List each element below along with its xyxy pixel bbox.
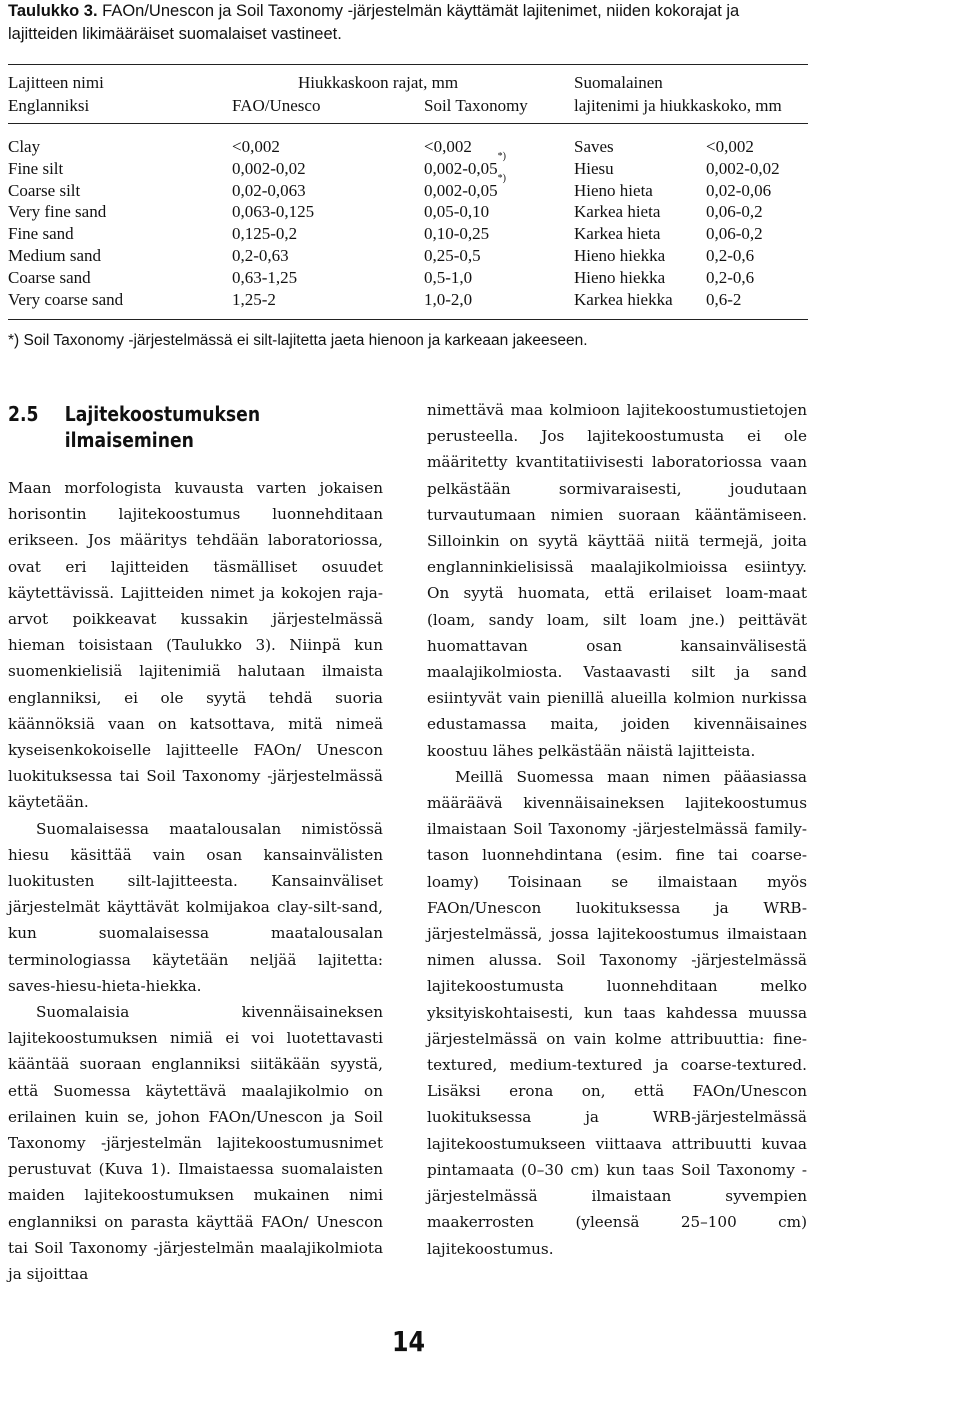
cell-finnish-size (706, 137, 754, 157)
table-top-rule (8, 64, 808, 65)
cell-name-text: Fine silt (8, 158, 64, 178)
cell-name-text: Clay (8, 137, 41, 156)
section-title-line1: Lajitekoostumuksen (64, 402, 261, 426)
paragraph: nimettävä maa kolmioon lajitekoostumustietojen perusteella. Jos lajitekoostumusta ei ole määritetty kvantitatiivisesti laboratoriossa vaan pelkästään sormivaraisesti, joudutaan turvautumaan nimien suoraan kääntämiseen. Silloinkin on syytä käyttää niitä termejä, joita englanninkielisissä maalajikolmioissa esiintyy. On syytä huomata, että erilaiset loam-maat (loam, sandy loam, silt loam jne.) peittävät huomattavan osan kansainvälisestä maalajikolmiosta. Vastaavasti silt ja sand esiintyvät vain pienillä alueilla kolmion nurkissa edustamassa maita, joiden kivennäisaines koostuu lähes pelkästään näistä lajitteista. (427, 401, 807, 760)
cell-finnish-name-text: Saves (574, 137, 614, 156)
cell-finnish-size-text: <0,002 (706, 137, 754, 156)
cell-finnish-name-text: Hieno hieta (574, 180, 653, 200)
cell-finnish-name (574, 202, 660, 222)
cell-finnish-name-text: Karkea hieta (574, 224, 661, 244)
header-size-group: Hiukkaskoon rajat, mm (298, 73, 459, 92)
cell-soil-taxonomy (424, 224, 489, 244)
section-title-line2: ilmaiseminen (64, 428, 194, 452)
table-footnote: *) Soil Taxonomy -järjestelmässä ei silt-lajitetta jaeta hienoon ja karkeaan jakeeseen. (8, 332, 588, 349)
cell-finnish-size-text: 0,002-0,02 (706, 158, 780, 178)
cell-name (8, 137, 40, 157)
table-caption (8, 0, 808, 46)
cell-soil-taxonomy (424, 202, 489, 222)
page-number: 14 (392, 1325, 426, 1358)
cell-fao-text: 0,125-0,2 (232, 224, 298, 244)
header-fao: FAO/Unesco (232, 96, 321, 115)
cell-finnish-size (706, 181, 771, 201)
cell-fao (232, 246, 289, 266)
cell-soil-taxonomy-text: <0,002 (424, 137, 472, 156)
cell-name-text: Very coarse sand (8, 289, 124, 309)
cell-finnish-size (706, 224, 763, 244)
cell-finnish-name (574, 159, 614, 179)
cell-finnish-name-text: Karkea hieta (574, 202, 661, 222)
cell-finnish-size (706, 246, 754, 266)
cell-finnish-size (706, 290, 741, 310)
cell-finnish-name (574, 137, 614, 157)
header-name-line2: Englanniksi (8, 96, 90, 115)
cell-soil-taxonomy-text: 0,25-0,5 (424, 246, 481, 265)
cell-finnish-size-text: 0,6-2 (706, 289, 742, 309)
cell-name (8, 181, 80, 201)
cell-soil-taxonomy (424, 172, 507, 201)
cell-fao (232, 202, 314, 222)
cell-fao (232, 290, 276, 310)
cell-name-text: Coarse sand (8, 267, 91, 287)
cell-finnish-size-text: 0,2-0,6 (706, 246, 755, 265)
header-soil-taxonomy: Soil Taxonomy (424, 96, 528, 115)
cell-fao-text: 0,02-0,063 (232, 180, 306, 200)
cell-finnish-name-text: Hieno hiekka (574, 246, 666, 265)
cell-finnish-name-text: Karkea hiekka (574, 289, 673, 309)
header-name-line1: Lajitteen nimi (8, 73, 104, 92)
section-number: 2.5 (8, 402, 39, 426)
cell-name-text: Coarse silt (8, 180, 81, 200)
paragraph: Suomalaisia kivennäisaineksen lajitekoostumuksen nimiä ei voi luotettavasti kääntää suoraan englanniksi siitäkään syystä, että Suomessa käytettävä maalajikolmio on erilainen kuin se, johon FAOn/Unescon ja Soil Taxonomy -järjestelmän lajitekoostumusnimet perustuvat (Kuva 1). Ilmaistaessa suomalaisten maiden lajitekoostumuksen mukainen nimi englanniksi on parasta käyttää FAOn/ Unescon tai Soil Taxonomy -järjestelmän maalajikolmiota ja sijoittaa (8, 1003, 383, 1284)
caption-label: Taulukko 3. (8, 2, 98, 20)
cell-soil-taxonomy-text: 0,002-0,05 (424, 180, 498, 200)
table-bottom-rule (8, 319, 808, 320)
header-finnish-line1: Suomalainen (574, 73, 663, 92)
cell-fao (232, 224, 297, 244)
cell-name (8, 224, 74, 244)
cell-finnish-size-text: 0,02-0,06 (706, 180, 772, 200)
cell-finnish-size (706, 202, 763, 222)
cell-soil-taxonomy-text: 0,5-1,0 (424, 267, 473, 287)
paragraph: Meillä Suomessa maan nimen pääasiassa määräävä kivennäisaineksen lajitekoostumus ilmaistaan Soil Taxonomy -järjestelmässä family-tason luonnehdintana (esim. fine tai coarse-loamy) Toisinaan se ilmaistaan myös FAOn/Unescon luokituksessa ja WRB-järjestelmässä, jossa lajitekoostumus ilmaistaan nimen alussa. Soil Taxonomy -järjestelmässä lajitekoostumusta luonnehditaan melko yksityiskohtaisesti, kun taas kahdessa muussa järjestelmässä on vain kolme attribuuttia: fine-textured, medium-textured ja coarse-textured. Lisäksi erona on, että FAOn/Unescon luokituksessa ja WRB-järjestelmässä lajitekoostumukseen viittaava attribuutti kuvaa pintamaata (0–30 cm) kun taas Soil Taxonomy -järjestelmässä ilmaistaan syvempien maakerrosten (yleensä 25–100 cm) lajitekoostumus. (427, 767, 807, 1258)
cell-finnish-name (574, 290, 673, 310)
paragraph: Maan morfologista kuvausta varten jokaisen horisontin lajitekoostumus luonnehditaan erikseen. Jos määritys tehdään laboratoriossa, ovat eri lajitteiden täsmälliset osuudet käytettävissä. Lajitteiden nimet ja kokojen raja-arvot poikkeavat kussakin järjestelmässä hieman toisistaan (Taulukko 3). Niinpä kun suomenkielisiä lajitenimiä halutaan ilmaista englanniksi, ei ole syytä tehdä suoria käännöksiä vaan on katsottava, mitä nimeä kyseisenkokoiselle lajitteelle FAOn/ Unescon luokituksessa tai Soil Taxonomy -järjestelmässä käytetään. (8, 479, 383, 812)
cell-fao (232, 181, 306, 201)
cell-soil-taxonomy (424, 268, 472, 288)
cell-finnish-size-text: 0,2-0,6 (706, 267, 755, 287)
cell-finnish-size (706, 159, 780, 179)
cell-name (8, 290, 123, 310)
cell-finnish-name (574, 246, 665, 266)
cell-name-text: Medium sand (8, 246, 102, 265)
cell-soil-taxonomy (424, 150, 507, 179)
cell-fao-text: <0,002 (232, 137, 280, 156)
cell-name (8, 268, 91, 288)
footnote-marker: *) (497, 150, 507, 162)
cell-finnish-name-text: Hiesu (574, 158, 614, 178)
section-heading (8, 401, 260, 453)
cell-fao-text: 0,2-0,63 (232, 246, 289, 265)
cell-fao-text: 1,25-2 (232, 289, 276, 309)
cell-fao-text: 0,002-0,02 (232, 158, 306, 178)
footnote-marker: *) (497, 172, 507, 184)
cell-finnish-size-text: 0,06-0,2 (706, 224, 763, 244)
cell-fao-text: 0,63-1,25 (232, 267, 298, 287)
cell-fao (232, 137, 280, 157)
cell-name (8, 202, 106, 222)
cell-finnish-name (574, 224, 660, 244)
cell-soil-taxonomy-text: 0,002-0,05 (424, 158, 498, 178)
cell-name (8, 159, 63, 179)
caption-text: FAOn/Unescon ja Soil Taxonomy -järjestelmän käyttämät lajitenimet, niiden kokorajat ja lajitteiden likimääräiset suomalaiset vastineet. (8, 2, 740, 43)
paragraph: Suomalaisessa maatalousalan nimistössä hiesu käsittää vain osan kansainvälisten luokitusten silt-lajitteesta. Kansainväliset järjestelmät käyttävät kolmijakoa clay-silt-sand, kun suomalaisessa maatalousalan terminologiassa käytetään neljää lajitetta: saves-hiesu-hieta-hiekka. (8, 819, 383, 995)
body-column-left (8, 475, 383, 1287)
cell-soil-taxonomy-text: 1,0-2,0 (424, 289, 473, 309)
table-header-rule (8, 123, 808, 124)
cell-finnish-name-text: Hieno hiekka (574, 267, 666, 287)
cell-fao (232, 159, 306, 179)
cell-finnish-size (706, 268, 754, 288)
cell-name (8, 246, 101, 266)
cell-finnish-name (574, 268, 665, 288)
cell-name-text: Very fine sand (8, 202, 107, 222)
cell-soil-taxonomy (424, 137, 472, 157)
cell-fao (232, 268, 297, 288)
cell-soil-taxonomy-text: 0,05-0,10 (424, 202, 490, 222)
cell-soil-taxonomy (424, 246, 481, 266)
cell-soil-taxonomy-text: 0,10-0,25 (424, 224, 490, 244)
cell-fao-text: 0,063-0,125 (232, 202, 315, 222)
cell-finnish-name (574, 181, 653, 201)
cell-name-text: Fine sand (8, 224, 74, 244)
body-column-right (427, 397, 807, 1262)
cell-finnish-size-text: 0,06-0,2 (706, 202, 763, 222)
header-finnish-line2: lajitenimi ja hiukkaskoko, mm (574, 96, 782, 115)
cell-soil-taxonomy (424, 290, 472, 310)
